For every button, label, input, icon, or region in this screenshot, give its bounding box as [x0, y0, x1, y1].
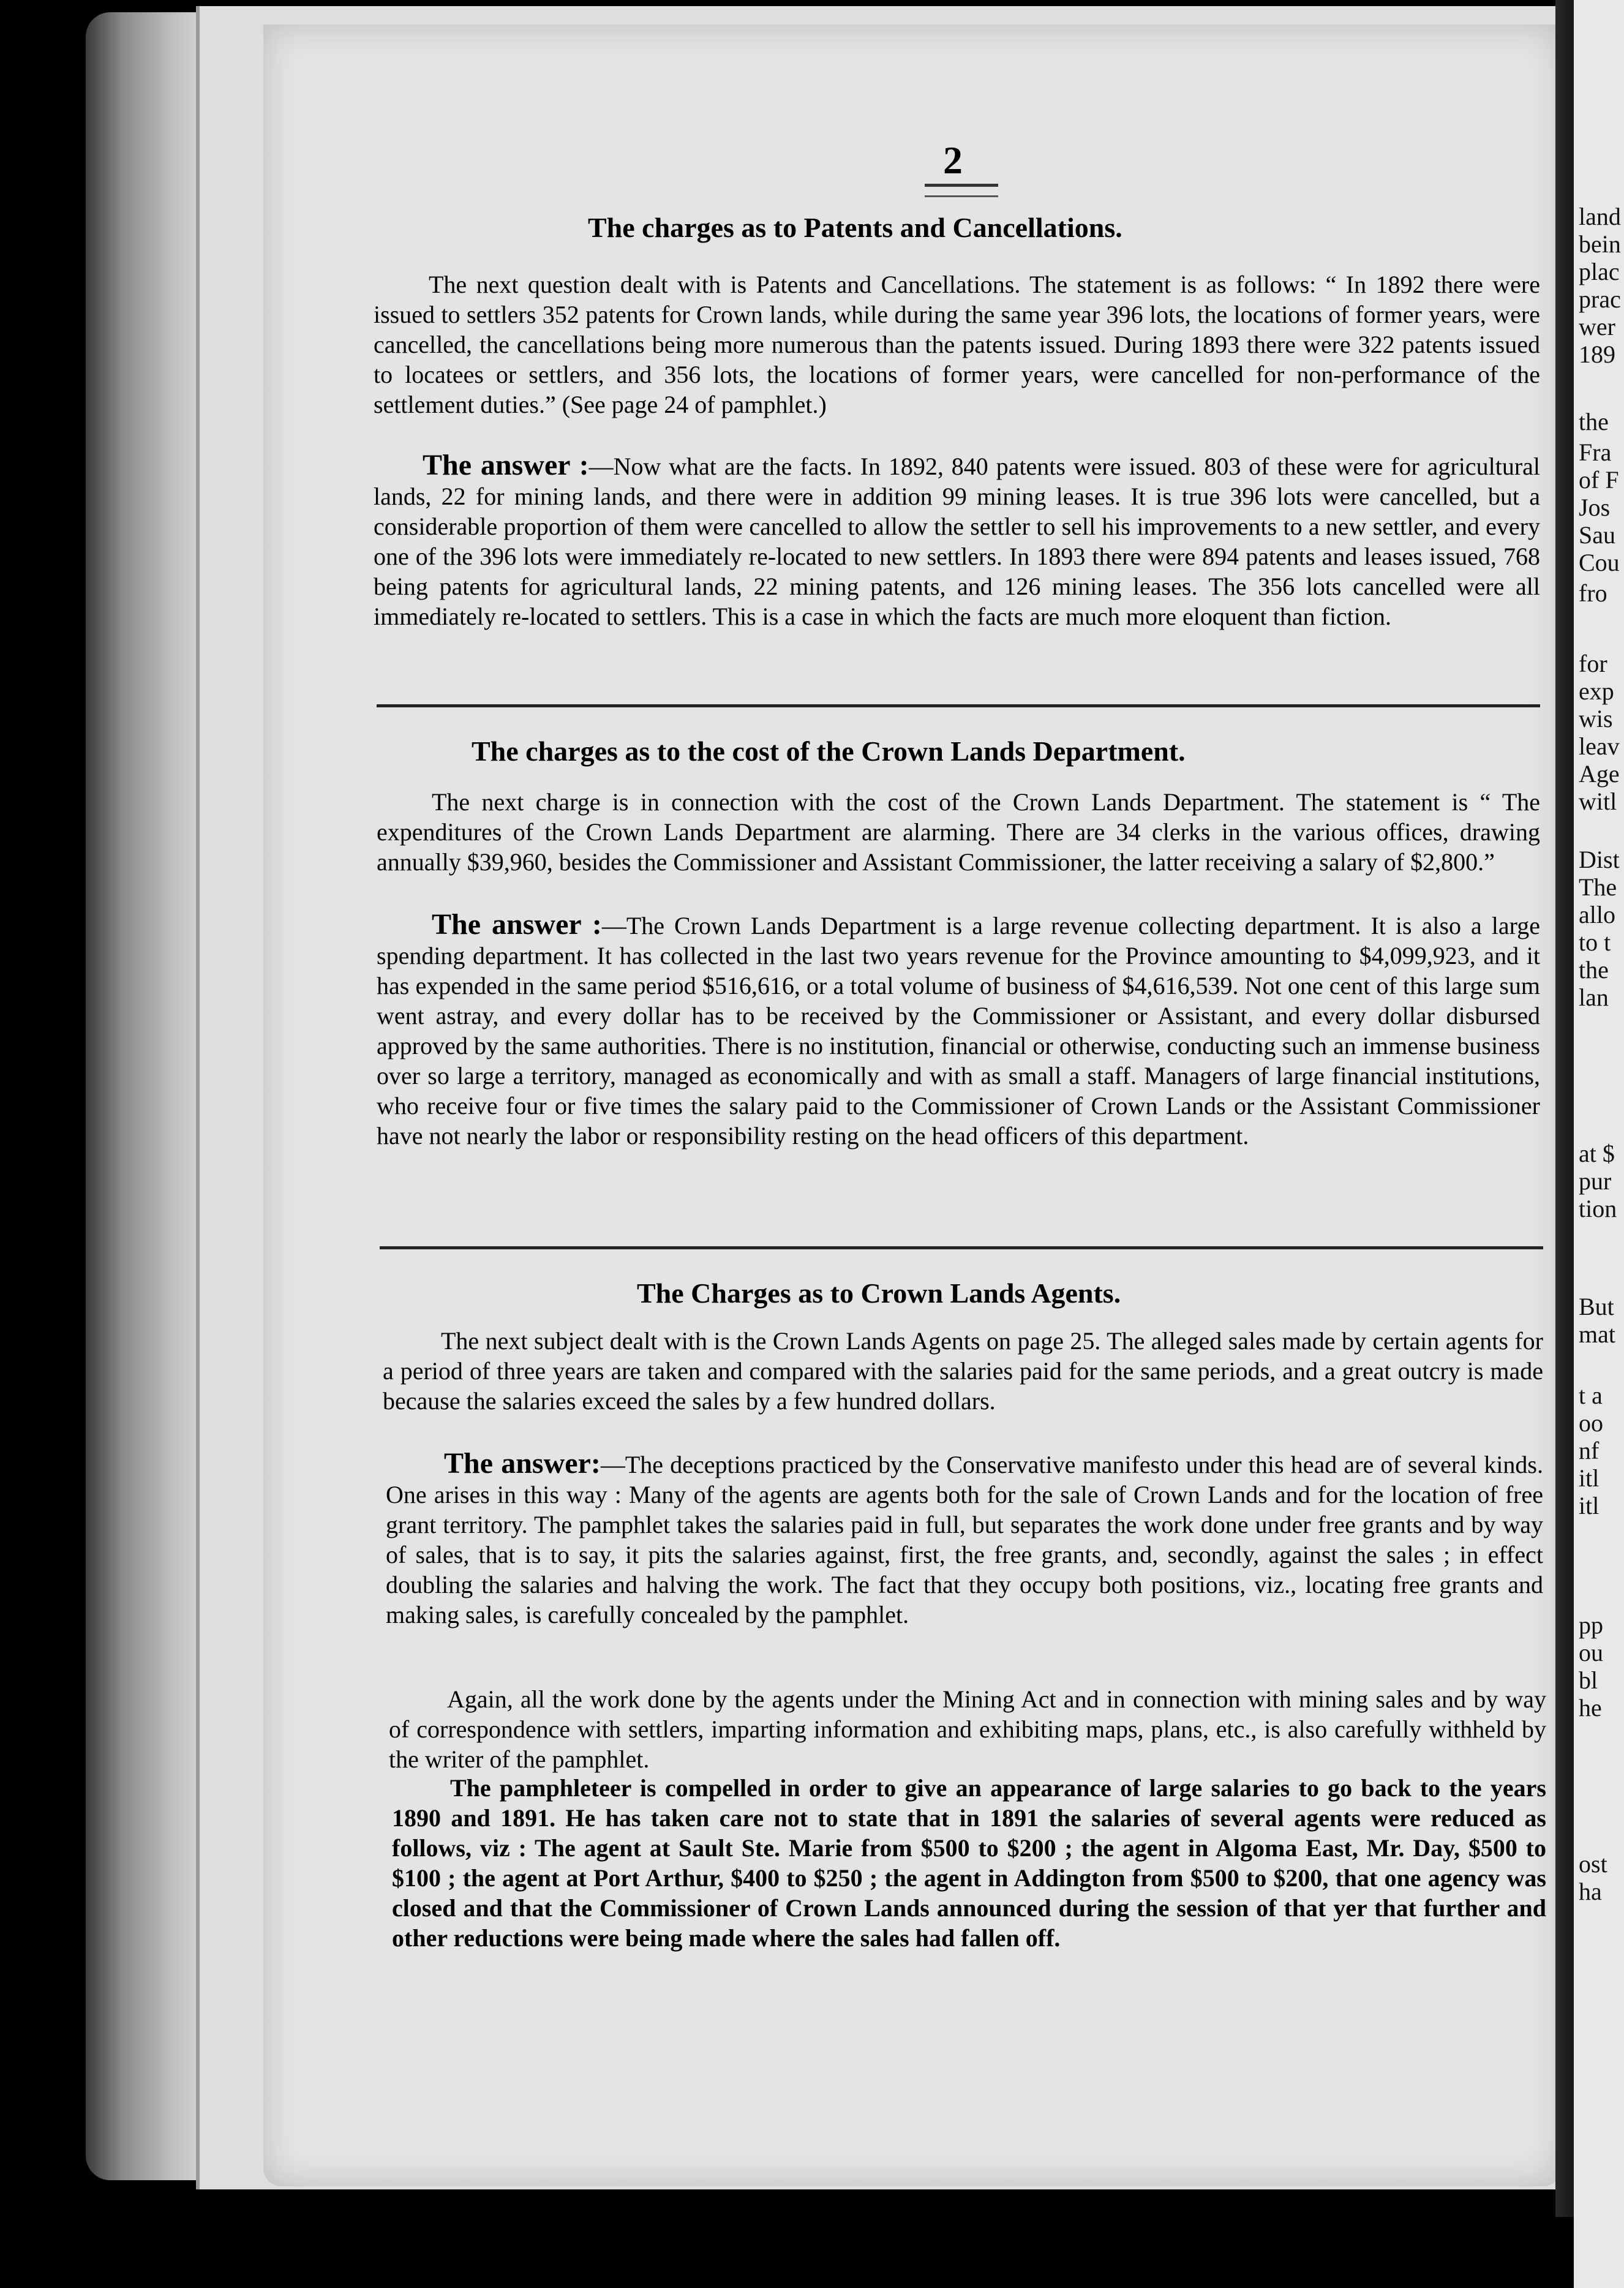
answer-label: The answer : [432, 908, 602, 941]
answer-label: The answer: [444, 1447, 601, 1480]
facing-page-fragment: mat [1579, 1320, 1615, 1348]
facing-page-fragment: wis [1579, 705, 1613, 732]
facing-page-fragment: But [1579, 1293, 1614, 1320]
facing-page-fragment: itl [1579, 1492, 1600, 1519]
facing-page-fragment: pur [1579, 1167, 1612, 1195]
facing-page-fragment: lan [1579, 984, 1609, 1011]
facing-page-fragment: 189 [1579, 341, 1615, 368]
answer-text: —The Crown Lands Department is a large revenue collecting department. It is also a large spending department. It has collected in the last two years revenue for the Province amounting to $4,099,923, and it has expended in the same period $516,616, or a total volume of business of $4,616,539. Not one cent of this large sum went astray, and every dollar has to be received by the Commissioner or Assistant, and every dollar disbursed approved by the same authorities. There is no institution, financial or otherwise, conducting such an immense business over so large a territory, managed as economically and with as small a staff. Managers of large financial institutions, who receive four or five times the salary paid to the Commissioner of Crown Lands or the Assistant Commissioner have not nearly the labor or responsibility resting on the head officers of this department. [377, 912, 1541, 1150]
facing-page-fragment: witl [1579, 788, 1617, 815]
facing-page [1574, 0, 1624, 2288]
facing-page-fragment: pp [1579, 1611, 1603, 1639]
section-rule [377, 704, 1540, 707]
section-patents-answer [374, 450, 1540, 631]
section-agents-paragraph: The next subject dealt with is the Crown Lands Agents on page 25. The alleged sales made by certain agents for a period of three years are taken and compared with the salaries paid for the same periods, and a great outcry is made because the salaries exceed the sales by a few hundred dollars. [383, 1327, 1543, 1415]
facing-page-fragment: Fra [1579, 438, 1612, 466]
answer-label: The answer : [423, 449, 589, 481]
ornament-divider [925, 184, 998, 197]
facing-page-fragment: the [1579, 408, 1609, 435]
facing-page-fragment: bl [1579, 1666, 1598, 1694]
facing-page-fragment: allo [1579, 901, 1615, 928]
page-number: 2 [943, 138, 963, 182]
facing-page-fragment: the [1579, 956, 1609, 984]
facing-page-fragment: oo [1579, 1409, 1603, 1437]
section-title-cost: The charges as to the cost of the Crown Lands Department. [472, 736, 1186, 767]
facing-page-fragment: ou [1579, 1639, 1603, 1666]
facing-page-fragment: plac [1579, 258, 1620, 285]
facing-page-fragment: nf [1579, 1437, 1600, 1464]
facing-page-fragment: at $ [1579, 1140, 1615, 1167]
section-agents-paragraph: The pamphleteer is compelled in order to give an appearance of large salaries to go back to the years 1890 and 1891. He has taken care not to state that in 1891 the salaries of several agents were reduced as follows, viz : The agent at Sault Ste. Marie from $500 to $200 ; the agent in Algoma East, Mr. Day, $500 to $100 ; the agent at Port Arthur, $400 to $250 ; the agent in Addington from $500 to $200, that one agency was closed and that the Commissioner of Crown Lands announced during the session of that yer that further and other reductions were being made where the sales had fallen off. [392, 1774, 1546, 1952]
facing-page-fragment: prac [1579, 285, 1621, 313]
facing-page-fragment: Age [1579, 760, 1620, 788]
facing-page-fragment: land [1579, 203, 1621, 230]
facing-page-fragment: exp [1579, 677, 1614, 705]
facing-page-fragment: he [1579, 1694, 1602, 1722]
facing-page-fragment: leav [1579, 732, 1620, 760]
section-rule [380, 1246, 1543, 1249]
facing-page-fragment: bein [1579, 230, 1621, 258]
facing-page-fragment: tion [1579, 1195, 1617, 1222]
section-cost-answer [377, 909, 1540, 1151]
section-title-agents: The Charges as to Crown Lands Agents. [637, 1278, 1121, 1309]
facing-page-fragment: itl [1579, 1464, 1600, 1492]
facing-page-fragment: ha [1579, 1878, 1602, 1905]
facing-page-fragment: Sau [1579, 521, 1615, 549]
facing-page-fragment: Jos [1579, 494, 1611, 521]
facing-page-fragment: The [1579, 873, 1617, 901]
facing-page-fragment: ost [1579, 1850, 1607, 1878]
facing-page-fragment: Dist [1579, 846, 1620, 873]
facing-page-fragment: t a [1579, 1382, 1603, 1409]
facing-page-fragment: wer [1579, 313, 1615, 341]
section-cost-paragraph: The next charge is in connection with the cost of the Crown Lands Department. The statement is “ The expenditures of the Crown Lands Department are alarming. There are 34 clerks in the various offices, drawing annually $39,960, besides the Commissioner and Assistant Commissioner, the latter receiving a salary of $2,800.” [377, 788, 1540, 876]
section-patents-paragraph: The next question dealt with is Patents and Cancellations. The statement is as follows: “ In 1892 there were issued to settlers 352 patents for Crown lands, while during the same year 396 lots, the locations of former years, were cancelled, the cancellations being more numerous than the patents issued. During 1893 there were 322 patents issued to locatees or settlers, and 356 lots, the locations of former years, were cancelled for non-performance of the settlement duties.” (See page 24 of pamphlet.) [374, 271, 1540, 418]
facing-page-fragment: of F [1579, 466, 1619, 494]
facing-page-fragment: to t [1579, 928, 1611, 956]
facing-page-fragment: for [1579, 650, 1607, 677]
page-edge-shadow [86, 12, 208, 2180]
facing-page-fragment: fro [1579, 579, 1607, 607]
section-agents-paragraph: Again, all the work done by the agents under the Mining Act and in connection with mining sales and by way of correspondence with settlers, imparting information and exhibiting maps, plans, etc., is also carefully withheld by the writer of the pamphlet. [389, 1685, 1546, 1773]
section-agents-answer [386, 1448, 1543, 1630]
facing-page-fragment: Cou [1579, 549, 1620, 576]
answer-text: —The deceptions practiced by the Conservative manifesto under this head are of several kinds. One arises in this way : Many of the agents are agents both for the sale of Crown Lands and for the location of free grant territory. The pamphlet takes the salaries paid in full, but separates the work done under free grants and by way of sales, that is to say, it pits the salaries against, first, the free grants, and, secondly, against the sales ; in effect doubling the salaries and halving the work. The fact that they occupy both positions, viz., locating free grants and making sales, is carefully concealed by the pamphlet. [386, 1451, 1543, 1628]
answer-text: —Now what are the facts. In 1892, 840 patents were issued. 803 of these were for agricultural lands, 22 for mining lands, and there were in addition 99 mining leases. It is true 396 lots were cancelled, but a considerable proportion of them were cancelled to allow the settler to sell his improvements to a new settler, and every one of the 396 lots were immediately re-located to new settlers. In 1893 there were 894 patents and leases issued, 768 being patents for agricultural lands, 22 mining patents, and 126 mining leases. The 356 lots cancelled were all immediately re-located to settlers. This is a case in which the facts are much more eloquent than fiction. [374, 453, 1541, 630]
section-title-patents: The charges as to Patents and Cancellations. [588, 212, 1122, 243]
